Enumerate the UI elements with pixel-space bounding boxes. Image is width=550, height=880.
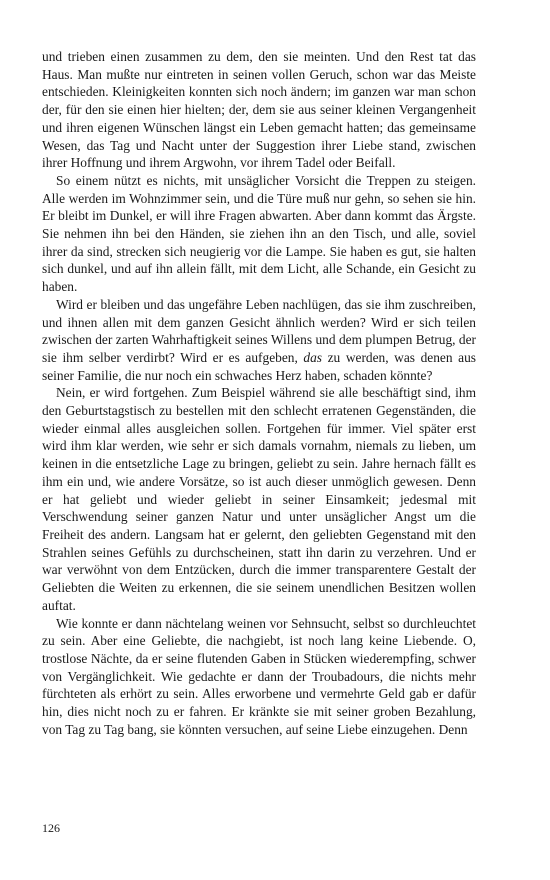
text-block <box>42 48 476 738</box>
paragraph-4 <box>42 384 476 614</box>
paragraph-4-text: Nein, er wird fortgehen. Zum Beispiel während sie alle beschäftigt sind, ihm den Geburtstagstisch zu bestellen mit den schlecht erratenen Gegenständen, die wieder einmal alles ausgleichen sollen. Fortgehen für immer. Viel später erst wird ihm klar werden, wie sehr er sich damals vornahm, niemals zu lieben, um keinen in die entsetzliche Lage zu bringen, geliebt zu sein. Jahre hernach fällt es ihm ein und, wie andere Vorsätze, so ist auch dieser unmöglich gewesen. Denn er hat geliebt und wieder geliebt in seiner Einsamkeit; jedesmal mit Verschwendung seiner ganzen Natur und unter unsäglicher Angst um die Freiheit des andern. Langsam hat er gelernt, den geliebten Gegenstand mit den Strahlen seines Gefühls zu durchscheinen, statt ihn darin zu verzehren. Und er war verwöhnt von dem Entzücken, durch die immer transparentere Gestalt der Geliebten die Weiten zu erkennen, die sie seinem unendlichen Besitzen wollen auftat. <box>42 385 476 613</box>
paragraph-2 <box>42 172 476 296</box>
paragraph-5-text: Wie konnte er dann nächtelang weinen vor Sehnsucht, selbst so durchleuchtet zu sein. Aber eine Geliebte, die nachgiebt, ist noch lang keine Liebende. O, trostlose Nächte, da er seine flutenden Gaben in Stücken wiederempfing, schwer von Vergänglichkeit. Wie gedachte er dann der Troubadours, die nichts mehr fürchteten als erhört zu sein. Alles erworbene und vermehrte Geld gab er dafür hin, dies nicht noch zu er fahren. Er kränkte sie mit seiner groben Bezahlung, von Tag zu Tag bang, sie könnten versuchen, auf seine Liebe einzugehen. Denn <box>42 615 476 737</box>
paragraph-1-text: und trieben einen zusammen zu dem, den sie meinten. Und den Rest tat das Haus. Man mußte nur eintreten in seinen vollen Geruch, schon war das Meiste entschieden. Kleinigkeiten konnten sich noch ändern; im ganzen war man schon der, für den sie einen hier hielten; der, dem sie aus seiner kleinen Vergangenheit und ihren eigenen Wünschen längst ein Leben gemacht hatten; das gemeinsame Wesen, das Tag und Nacht unter der Suggestion ihrer Liebe stand, zwischen ihrer Hoffnung und ihrem Argwohn, vor ihrem Tadel oder Beifall. <box>42 49 476 171</box>
paragraph-1 <box>42 48 476 172</box>
paragraph-2-text: So einem nützt es nichts, mit unsäglicher Vorsicht die Treppen zu steigen. Alle werden im Wohnzimmer sein, und die Türe muß nur gehn, so sehen sie hin. Er bleibt im Dunkel, er will ihre Fragen abwarten. Aber dann kommt das Ärgste. Sie nehmen ihn bei den Händen, sie ziehen ihn an den Tisch, und alle, soviel ihrer da sind, strecken sich neugierig vor die Lampe. Sie haben es gut, sie halten sich dunkel, und auf ihn allein fällt, mit dem Licht, alle Schande, ein Gesicht zu haben. <box>42 172 476 295</box>
paragraph-3-text-a: Wird er bleiben und das ungefähre Leben nachlügen, das sie ihm zuschreiben, und ihnen allen mit dem ganzen Gesicht ähnlich werden? Wird er sich teilen zwischen der zarten Wahrhaftigkeit seines Willens und dem plumpen Betrug, der sie ihm selber verdirbt? Wird er es aufgeben, <box>42 296 476 365</box>
page-number: 126 <box>42 821 60 835</box>
paragraph-5 <box>42 615 476 739</box>
paragraph-3 <box>42 296 476 385</box>
paragraph-3-text-b: zu werden, was denen aus seiner Familie, die nur noch ein schwaches Herz haben, schaden könnte? <box>42 349 476 383</box>
page-body <box>42 48 476 738</box>
paragraph-3-emphasis: das <box>303 349 323 365</box>
